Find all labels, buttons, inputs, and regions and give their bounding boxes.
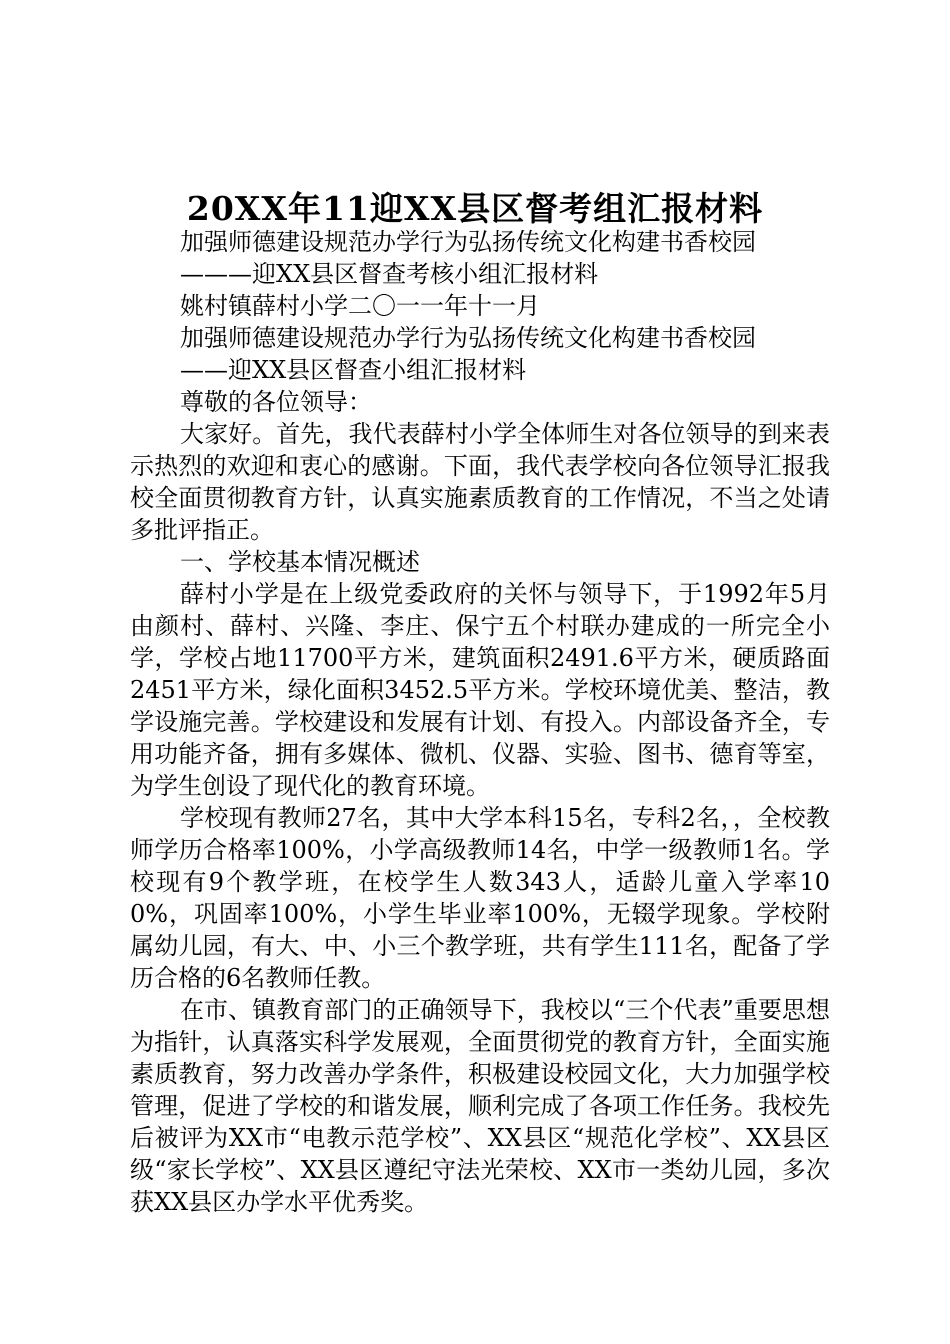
school-date-line: 姚村镇薛村小学二〇一一年十一月 [180,292,540,320]
section-heading: 一、学校基本情况概述 [180,548,420,576]
subtitle-line: ——迎XX县区督查小组汇报材料 [180,356,527,384]
document-title: 20XX年11迎XX县区督考组汇报材料 [186,189,764,228]
subtitle-line: ———迎XX县区督查考核小组汇报材料 [180,260,599,288]
salutation: 尊敬的各位领导： [180,388,372,416]
subtitle-line: 加强师德建设规范办学行为弘扬传统文化构建书香校园 [180,324,756,352]
body-paragraph: 大家好。首先，我代表薛村小学全体师生对各位领导的到来表示热烈的欢迎和衷心的感谢。下面，我代表学校向各位领导汇报我校全面贯彻教育方针，认真实施素质教育的工作情况，不当之处请多批评指正。 [130,420,830,544]
body-paragraph: 在市、镇教育部门的正确领导下，我校以“三个代表”重要思想为指针，认真落实科学发展观，全面贯彻党的教育方针，全面实施素质教育，努力改善办学条件，积极建设校园文化，大力加强学校管理，促进了学校的和谐发展，顺利完成了各项工作任务。我校先后被评为XX市“电教示范学校”、XX县区“规范化学校”、XX县区级“家长学校”、XX县区遵纪守法光荣校、XX市一类幼儿园，多次获XX县区办学水平优秀奖。 [130,996,830,1216]
body-paragraph: 学校现有教师27名，其中大学本科15名，专科2名，，全校教师学历合格率100%，小学高级教师14名，中学一级教师1名。学校现有9个教学班，在校学生人数343人，适龄儿童入学率100%，巩固率100%，小学生毕业率100%，无辍学现象。学校附属幼儿园，有大、中、小三个教学班，共有学生111名，配备了学历合格的6名教师任教。 [130,804,830,992]
document-body [130,226,830,1218]
body-paragraph: 薛村小学是在上级党委政府的关怀与领导下，于1992年5月由颜村、薛村、兴隆、李庄、保宁五个村联办建成的一所完全小学，学校占地11700平方米，建筑面积2491.6平方米，硬质路面2451平方米，绿化面积3452.5平方米。学校环境优美、整洁，教学设施完善。学校建设和发展有计划、有投入。内部设备齐全，专用功能齐备，拥有多媒体、微机、仪器、实验、图书、德育等室，为学生创设了现代化的教育环境。 [130,580,830,800]
subtitle-line: 加强师德建设规范办学行为弘扬传统文化构建书香校园 [180,228,756,256]
